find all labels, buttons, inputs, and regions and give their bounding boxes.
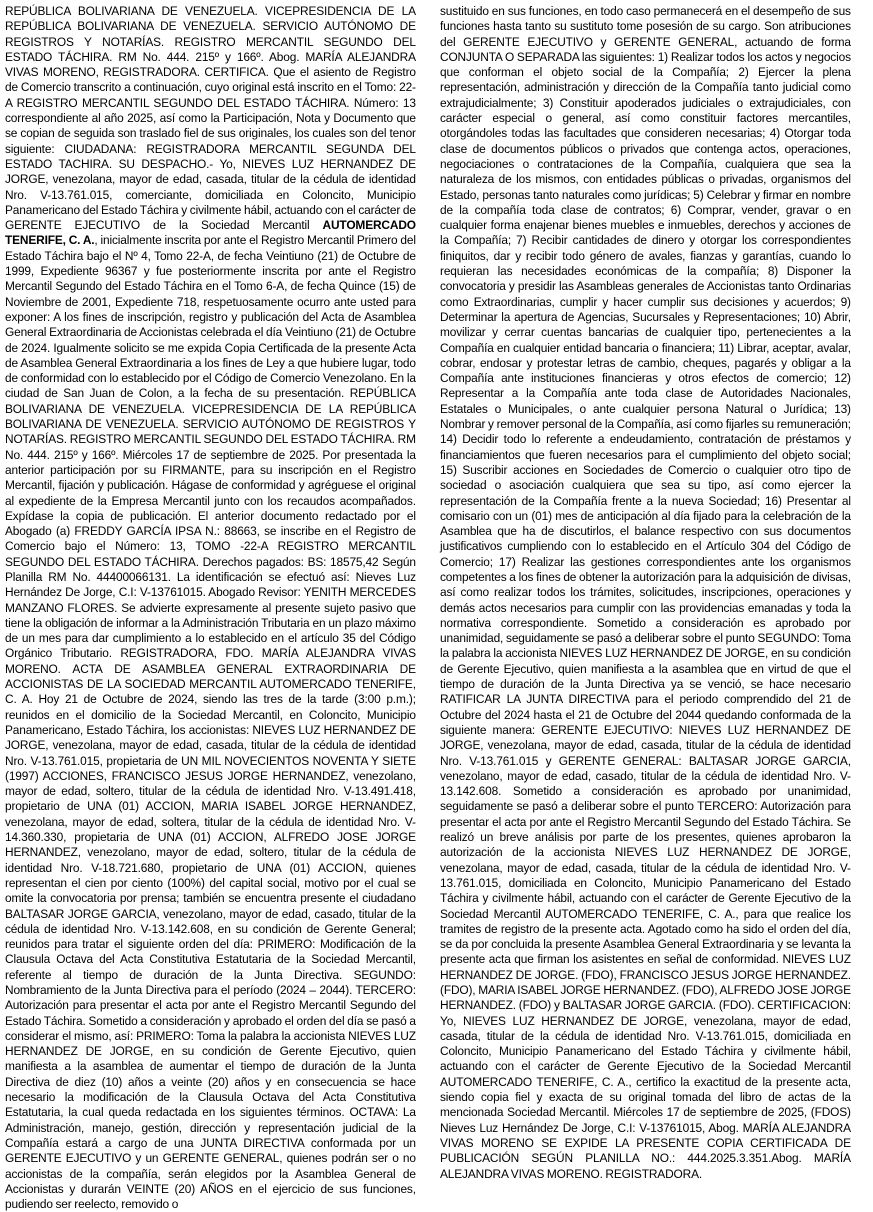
notice-columns bbox=[5, 4, 868, 1212]
right-column bbox=[440, 4, 851, 1181]
right-column-text: sustituido en sus funciones, en todo caso permanecerá en el desempeño de sus funciones hasta tanto su sustituto tome posesión de su cargo. Son atribuciones del GERENTE EJECUTIVO y GERENTE GENERAL, actuando de forma CONJUNTA O SEPARADA las siguientes: 1) Realizar todos los actos y negocios que conforman el objeto social de la Compañía; 2) Ejercer la plena representación, administración y dirección de la Compañía tanto judicial como extrajudicialmente; 3) Constituir apoderados judiciales o extrajudiciales, con carácter especial o general, así como constituir factores mercantiles, otorgándoles todas las facultades que consideren necesarias; 4) Otorgar toda clase de documentos públicos o privados que contenga actos, operaciones, negociaciones o contrataciones de la Compañía, cualquiera que sea la naturaleza de los mismos, con entidades públicas o privadas, organismos del Estado, personas tanto naturales como jurídicas; 5) Celebrar y firmar en nombre de la compañía toda clase de contratos; 6) Comprar, vender, gravar o en cualquier forma enajenar bienes muebles e inmuebles, derechos y acciones de la Compañía; 7) Recibir cantidades de dinero y otorgar los correspondientes finiquitos, dar y recibir todo género de avales, fianzas y garantías, cuando lo requieran las necesidades económicas de la compañía; 8) Disponer la convocatoria y presidir las Asambleas generales de Accionistas tanto Ordinarias como Extraordinarias, cumplir y hacer cumplir sus decisiones y acuerdos; 9) Determinar la apertura de Agencias, Sucursales y Representaciones; 10) Abrir, movilizar y cerrar cuentas bancarias de cualquier tipo, pertenecientes a la Compañía en cualquier entidad bancaria o financiera; 11) Librar, aceptar, avalar, cobrar, endosar y protestar letras de cambio, cheques, pagarés y obligar a la Compañía ante instituciones financieras y otros efectos de comercio; 12) Representar a la Compañía ante toda clase de Autoridades Nacionales, Estatales o Municipales, o ante cualquier persona Natural o Jurídica; 13) Nombrar y remover personal de la Compañía, así como fijarles su remuneración; 14) Decidir todo lo referente a endeudamiento, contratación de préstamos y financiamientos que fueren necesarios para el cumplimiento del objeto social; 15) Suscribir acciones en Sociedades de Comercio o cualquier otro tipo de sociedad o asociación cualquiera que sea su tipo, así como ejercer la representación de la Compañía frente a la nueva Sociedad; 16) Presentar al comisario con un (01) mes de anticipación al día fijado para la celebración de la Asamblea que ha de discutirlos, el balance respectivo con sus documentos justificativos cumpliendo con lo establecido en el Artículo 304 del Código de Comercio; 17) Realizar las gestiones correspondientes ante los organismos competentes a los fines de obtener la autorización para la adquisición de divisas, así como realizar todos los trámites, solicitudes, inscripciones, operaciones y demás actos necesarios para cumplir con las providencias emanadas y toda la normativa correspondiente. Sometido a consideración es aprobado por unanimidad, seguidamente se pasó a deliberar sobre el punto SEGUNDO: Toma la palabra la accionista NIEVES LUZ HERNANDEZ DE JORGE, en su condición de Gerente Ejecutivo, quien manifiesta a la asamblea que en virtud de que el tiempo de duración de la Junta Directiva ya se venció, se hace necesario RATIFICAR LA JUNTA DIRECTIVA para el periodo comprendido del 21 de Octubre del 2024 hasta el 21 de Octubre del 2044 quedando conformada de la siguiente manera: GERENTE EJECUTIVO: NIEVES LUZ HERNANDEZ DE JORGE, venezolana, mayor de edad, casada, titular de la cédula de identidad Nro. V-13.761.015 y GERENTE GENERAL: BALTASAR JORGE GARCIA, venezolano, mayor de edad, casado, titular de la cédula de identidad Nro. V-13.142.608. Sometido a consideración es aprobado por unanimidad, seguidamente se pasó a deliberar sobre el punto TERCERO: Autorización para presentar el acta por ante el Registro Mercantil Segundo del Estado Táchira. Se realizó un breve análisis por parte de los presentes, quienes aprobaron la autorización de la accionista NIEVES LUZ HERNANDEZ DE JORGE, venezolana, mayor de edad, casada, titular de la cédula de identidad Nro. V-13.761.015, domiciliada en Coloncito, Municipio Panamericano del Estado Táchira y civilmente hábil, actuando con el carácter de Gerente Ejecutivo de la Sociedad Mercantil AUTOMERCADO TENERIFE, C. A., para que realice los tramites de registro de la presente acta. Agotado como ha sido el orden del día, se da por concluida la presente Asamblea General Extraordinaria y se levanta la presente acta que firman los asistentes en señal de conformidad. NIEVES LUZ HERNANDEZ DE JORGE. (FDO), FRANCISCO JESUS JORGE HERNANDEZ. (FDO), MARIA ISABEL JORGE HERNANDEZ. (FDO), ALFREDO JOSE JORGE HERNANDEZ. (FDO) y BALTASAR JORGE GARCIA. (FDO). CERTIFICACION: Yo, NIEVES LUZ HERNANDEZ DE JORGE, venezolana, mayor de edad, casada, titular de la cédula de identidad Nro. V-13.761.015, domiciliada en Coloncito, Municipio Panamericano del Estado Táchira y civilmente hábil, actuando con el carácter de Gerente Ejecutivo de la Sociedad Mercantil AUTOMERCADO TENERIFE, C. A., certifico la exactitud de la presente acta, siendo copia fiel y exacta de su original tomada del libro de actas de la mencionada Sociedad Mercantil. Miércoles 17 de septiembre de 2025, (FDOS) Nieves Luz Hernández De Jorge, C.I: V-13761015, Abog. MARÍA ALEJANDRA VIVAS MORENO SE EXPIDE LA PRESENTE COPIA CERTIFICADA DE PUBLICACIÓN SEGÚN PLANILLA NO.: 444.2025.3.351.Abog. MARÍA ALEJANDRA VIVAS MORENO. REGISTRADORA. bbox=[440, 4, 851, 1181]
left-column bbox=[5, 4, 416, 1212]
company-name-bold: AUTOMERCADO TENERIFE, C. A. bbox=[5, 218, 416, 248]
left-column-text-part-1: REPÚBLICA BOLIVARIANA DE VENEZUELA. VICEPRESIDENCIA DE LA REPÚBLICA BOLIVARIANA DE VENEZUELA. SERVICIO AUTÓNOMO DE REGISTROS Y NOTARÍAS. REGISTRO MERCANTIL SEGUNDO DEL ESTADO TÁCHIRA. RM No. 444. 215º y 166º. Abog. MARÍA ALEJANDRA VIVAS MORENO, REGISTRADORA. CERTIFICA. Que el asiento de Registro de Comercio transcrito a continuación, cuyo original está inscrito en el Tomo: 22-A REGISTRO MERCANTIL SEGUNDO DEL ESTADO TÁCHIRA. Número: 13 correspondiente al año 2025, así como la Participación, Nota y Documento que se copian de seguida son traslado fiel de sus originales, los cuales son del tenor siguiente: CIUDADANA: REGISTRADORA MERCANTIL SEGUNDA DEL ESTADO TACHIRA. SU DESPACHO.- Yo, NIEVES LUZ HERNANDEZ DE JORGE, venezolana, mayor de edad, casada, titular de la cédula de identidad Nro. V-13.761.015, comerciante, domiciliada en Coloncito, Municipio Panamericano del Estado Táchira y civilmente hábil, actuando con el carácter de GERENTE EJECUTIVO de la Sociedad Mercantil bbox=[5, 4, 416, 233]
left-column-text-part-2: , inicialmente inscrita por ante el Registro Mercantil Primero del Estado Táchira bajo el Nº 4, Tomo 22-A, de fecha Veintiuno (21) de Octubre de 1999, Expediente 96367 y fue posteriormente inscrita por ante el Registro Mercantil Segundo del Estado Táchira en el Tomo 6-A, de fecha Quince (15) de Noviembre de 2001, Expediente 718, respetuosamente ocurro ante usted para exponer: A los fines de inscripción, registro y publicación del Acta de Asamblea General Extraordinaria de Accionistas celebrada el día Veintiuno (21) de Octubre de 2024. Igualmente solicito se me expida Copia Certificada de la presente Acta de Asamblea General Extraordinaria a los fines de Ley a que hubiere lugar, todo de conformidad con lo establecido por el Código de Comercio Venezolano. En la ciudad de San Juan de Colon, a la fecha de su presentación. REPÚBLICA BOLIVARIANA DE VENEZUELA. VICEPRESIDENCIA DE LA REPÚBLICA BOLIVARIANA DE VENEZUELA. SERVICIO AUTÓNOMO DE REGISTROS Y NOTARÍAS. REGISTRO MERCANTIL SEGUNDO DEL ESTADO TÁCHIRA. RM No. 444. 215º y 166º. Miércoles 17 de septiembre de 2025. Por presentada la anterior participación por su FIRMANTE, para su inscripción en el Registro Mercantil, fijación y publicación. Hágase de conformidad y agréguese el original al expediente de la Empresa Mercantil junto con los recaudos acompañados. Expídase la copia de publicación. El anterior documento redactado por el Abogado (a) FREDDY GARCÍA IPSA N.: 88663, se inscribe en el Registro de Comercio bajo el Número: 13, TOMO -22-A REGISTRO MERCANTIL SEGUNDO DEL ESTADO TÁCHIRA. Derechos pagados: BS: 18575,42 Según Planilla RM No. 44400066131. La identificación se efectuó así: Nieves Luz Hernández De Jorge, C.I: V-13761015. Abogado Revisor: YENITH MERCEDES MANZANO FLORES. Se advierte expresamente al presente sujeto pasivo que tiene la obligación de informar a la Administración Tributaria en un plazo máximo de un mes para dar cumplimiento a lo establecido en el artículo 35 del Código Orgánico Tributario. REGISTRADORA, FDO. MARÍA ALEJANDRA VIVAS MORENO. ACTA DE ASAMBLEA GENERAL EXTRAORDINARIA DE ACCIONISTAS DE LA SOCIEDAD MERCANTIL AUTOMERCADO TENERIFE, C. A. Hoy 21 de Octubre de 2024, siendo las tres de la tarde (3:00 p.m.); reunidos en el domicilio de la Sociedad Mercantil, en Coloncito, Municipio Panamericano, Estado Táchira, los accionistas: NIEVES LUZ HERNANDEZ DE JORGE, venezolana, mayor de edad, casada, titular de la cédula de identidad Nro. V-13.761.015, propietaria de UN MIL NOVECIENTOS NOVENTA Y SIETE (1997) ACCIONES, FRANCISCO JESUS JORGE HERNANDEZ, venezolano, mayor de edad, soltero, titular de la cédula de identidad Nro. V-13.491.418, propietario de UNA (01) ACCION, MARIA ISABEL JORGE HERNANDEZ, venezolana, mayor de edad, soltera, titular de la cédula de identidad Nro. V-14.360.330, propietaria de UNA (01) ACCION, ALFREDO JOSE JORGE HERNANDEZ, venezolano, mayor de edad, soltero, titular de la cédula de identidad Nro. V-18.721.680, propietario de UNA (01) ACCION, quienes representan el cien por ciento (100%) del capital social, motivo por el cual se omite la convocatoria por prensa; también se encuentra presente el ciudadano BALTASAR JORGE GARCIA, venezolano, mayor de edad, casado, titular de la cédula de identidad Nro. V-13.142.608, en su condición de Gerente General; reunidos para tratar el siguiente orden del día: PRIMERO: Modificación de la Clausula Octava del Acta Constitutiva Estatutaria de la Sociedad Mercantil, referente al tiempo de duración de la Junta Directiva. SEGUNDO: Nombramiento de la Junta Directiva para el período (2024 – 2044). TERCERO: Autorización para presentar el acta por ante el Registro Mercantil Segundo del Estado Táchira. Sometido a consideración y aprobado el orden del día se pasó a considerar el mismo, así: PRIMERO: Toma la palabra la accionista NIEVES LUZ HERNANDEZ DE JORGE, en su condición de Gerente Ejecutivo, quien manifiesta a la asamblea de aumentar el tiempo de duración de la Junta Directiva de diez (10) años a veinte (20) años y en consecuencia se hace necesario la modificación de la Clausula Octava del Acta Constitutiva Estatutaria, la cual queda redactada en los siguientes términos. OCTAVA: La Administración, manejo, gestión, dirección y representación judicial de la Compañía estará a cargo de una JUNTA DIRECTIVA conformada por un GERENTE EJECUTIVO y un GERENTE GENERAL, quienes podrán ser o no accionistas de la compañía, serán elegidos por la Asamblea General de Accionistas y durarán VEINTE (20) AÑOS en el ejercicio de sus funciones, pudiendo ser reelecto, removido o bbox=[5, 233, 416, 1212]
